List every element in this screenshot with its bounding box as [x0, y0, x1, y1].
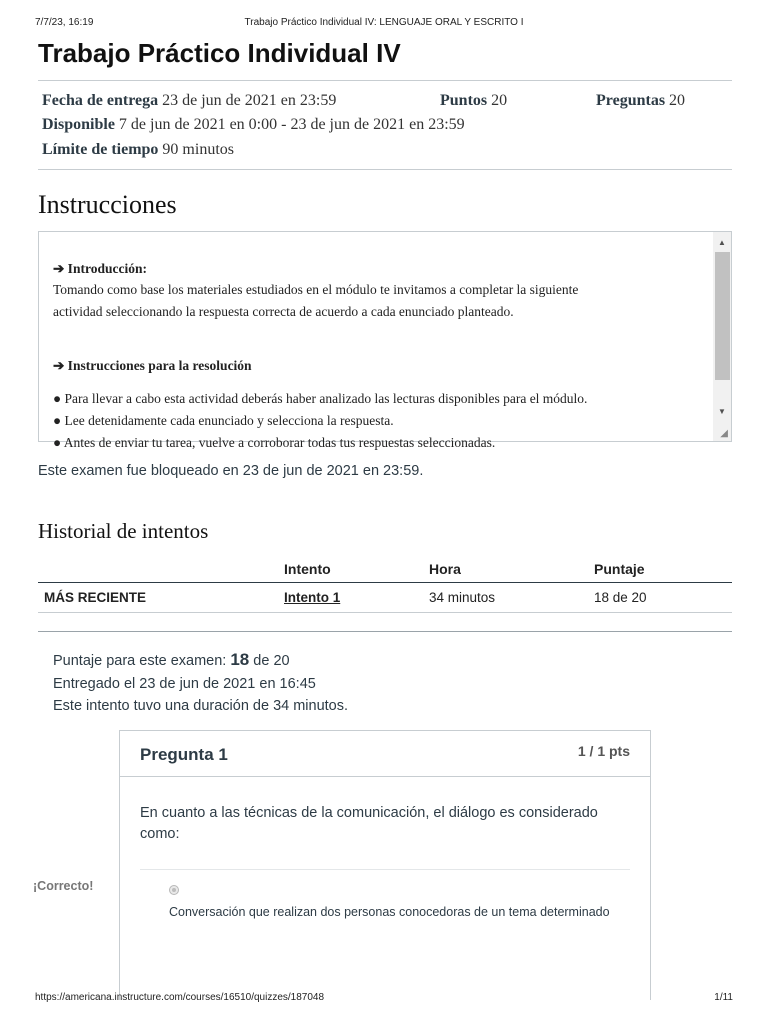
score-line [53, 650, 290, 670]
due-date [42, 92, 336, 110]
locked-note: Este examen fue bloqueado en 23 de jun de 2021 en 23:59. [38, 463, 424, 479]
available-value: 7 de jun de 2021 en 0:00 - 23 de jun de 2021 en 23:59 [118, 116, 465, 133]
scroll-down-arrow-icon[interactable]: ▼ [718, 407, 726, 416]
title-divider [38, 80, 732, 81]
row-score: 18 de 20 [594, 590, 647, 605]
score-label: Puntaje para este examen: [53, 653, 227, 669]
score-value: 18 [230, 650, 250, 669]
due-value: 23 de jun de 2021 en 23:59 [162, 92, 337, 109]
col-score: Puntaje [594, 561, 645, 577]
attempt-1-link[interactable]: Intento 1 [284, 590, 341, 605]
question-1-points: 1 / 1 pts [577, 743, 630, 759]
correct-flag: ¡Correcto! [33, 879, 94, 893]
questions-label: Preguntas [596, 92, 666, 109]
score-suffix: de 20 [253, 653, 290, 669]
radio-selected-icon[interactable] [169, 885, 179, 895]
time-limit [42, 141, 234, 159]
print-url: https://americana.instructure.com/courses/16510/quizzes/187048 [35, 992, 325, 1003]
instructions-heading: Instrucciones [38, 190, 177, 219]
intro-line-1: Tomando como base los materiales estudiados en el módulo te invitamos a completar la siguiente [53, 282, 579, 297]
available-label: Disponible [42, 116, 115, 133]
questions [596, 92, 685, 110]
points [440, 92, 507, 110]
page-title: Trabajo Práctico Individual IV [38, 38, 401, 68]
instruction-bullet-2: ● Lee detenidamente cada enunciado y selecciona la respuesta. [53, 413, 394, 428]
history-heading: Historial de intentos [38, 519, 209, 543]
points-label: Puntos [440, 92, 488, 109]
time-label: Límite de tiempo [42, 141, 159, 158]
print-datetime: 7/7/23, 16:19 [35, 17, 94, 28]
print-page-number: 1/11 [714, 992, 733, 1003]
row-time: 34 minutos [429, 590, 496, 605]
row-label: MÁS RECIENTE [44, 590, 147, 605]
question-1-title: Pregunta 1 [140, 745, 228, 764]
availability [42, 116, 465, 134]
instruction-bullet-1: ● Para llevar a cabo esta actividad deberás haber analizado las lecturas disponibles para el módulo. [53, 391, 588, 406]
resolution-title: ➔ Instrucciones para la resolución [53, 358, 252, 373]
due-label: Fecha de entrega [42, 92, 159, 109]
intro-title: ➔ Introducción: [53, 261, 147, 276]
time-value: 90 minutos [162, 141, 234, 158]
resize-grip-icon[interactable]: ◢ [720, 428, 728, 439]
print-doc-title: Trabajo Práctico Individual IV: LENGUAJE ORAL Y ESCRITO I [244, 17, 524, 28]
question-1-card [119, 730, 651, 1000]
answer-text: Conversación que realizan dos personas conocedoras de un tema determinado [169, 905, 610, 919]
answer-option-correct[interactable] [157, 877, 650, 955]
duration-line: Este intento tuvo una duración de 34 minutos. [53, 698, 349, 714]
table-row-rule [38, 612, 732, 613]
instruction-bullet-3: ● Antes de enviar tu tarea, vuelve a corroborar todas tus respuestas seleccionadas. [53, 435, 496, 450]
points-value: 20 [491, 92, 508, 109]
question-1-separator [140, 869, 630, 870]
details-divider [38, 169, 732, 170]
instructions-scrollbar[interactable] [713, 232, 731, 441]
scrollbar-thumb[interactable] [715, 252, 730, 380]
submitted-line: Entregado el 23 de jun de 2021 en 16:45 [53, 676, 316, 692]
col-time: Hora [429, 561, 461, 577]
score-divider [38, 631, 732, 632]
col-attempt: Intento [284, 561, 331, 577]
instructions-box[interactable] [38, 231, 732, 450]
scroll-up-arrow-icon[interactable]: ▲ [718, 238, 726, 247]
intro-line-2: actividad seleccionando la respuesta correcta de acuerdo a cada enunciado planteado. [53, 304, 514, 319]
print-header [35, 17, 733, 31]
question-1-header [120, 731, 650, 777]
questions-value: 20 [669, 92, 686, 109]
table-header-rule [38, 582, 732, 583]
print-footer [35, 992, 733, 1006]
question-1-text: En cuanto a las técnicas de la comunicación, el diálogo es considerado como: [140, 805, 598, 842]
